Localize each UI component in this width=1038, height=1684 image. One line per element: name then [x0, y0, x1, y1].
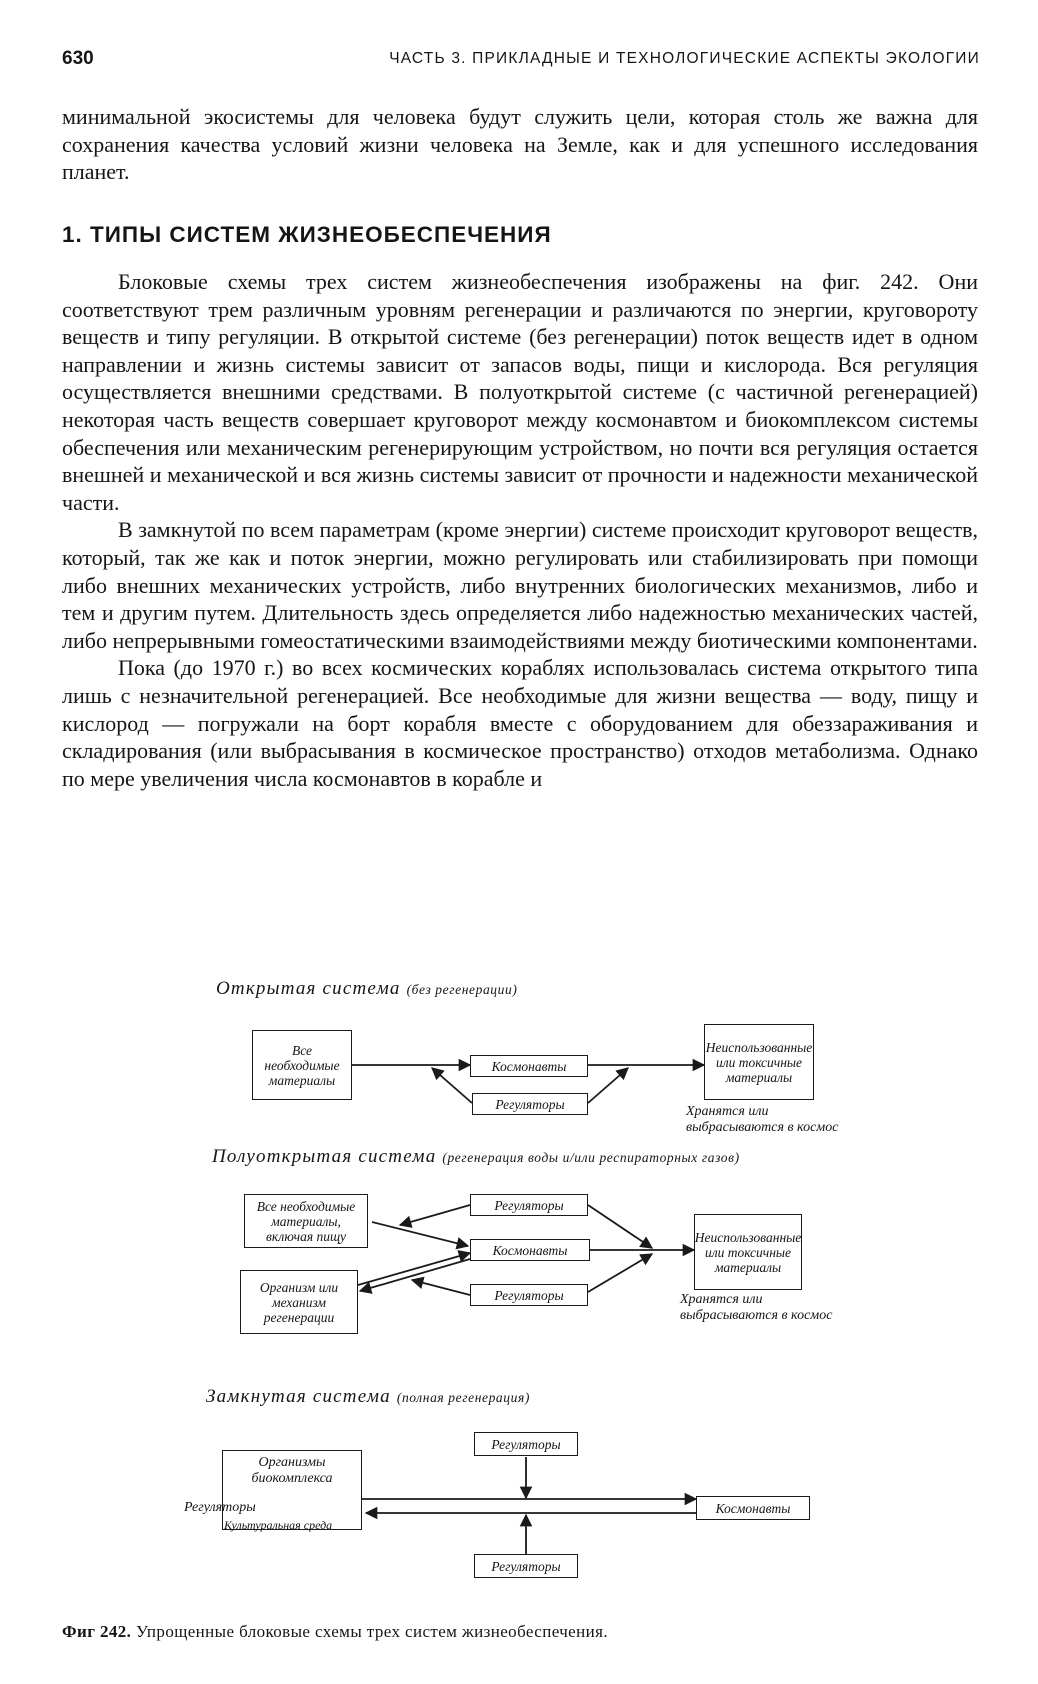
semi-regen-box: Организм или механизм регенерации: [240, 1270, 358, 1334]
semi-materials-box: Все необходимые материалы, включая пищу: [244, 1194, 368, 1248]
closed-system-title-text: Замкнутая система: [206, 1386, 391, 1407]
semi-regulators-top-box: Регуляторы: [470, 1194, 588, 1216]
open-arrow-regulators-left: [432, 1068, 472, 1103]
closed-regulators-top-box: Регуляторы: [474, 1432, 578, 1456]
closed-culture-label: Культуральная среда: [224, 1518, 333, 1532]
open-cosmonauts-box: Космонавты: [470, 1055, 588, 1077]
semi-open-system-subtitle: (регенерация воды и/или респираторных газов): [442, 1150, 740, 1165]
closed-biocomplex-label: Организмы биокомплекса: [251, 1455, 333, 1486]
semi-arrow-regtop-to-waste: [588, 1205, 652, 1248]
figure-caption: [62, 1622, 608, 1642]
semi-open-system-title: [212, 1146, 740, 1168]
semi-open-system-title-text: Полуоткрытая система: [212, 1146, 437, 1167]
paragraph-systems-overview: Блоковые схемы трех систем жизнеобеспечения изображены на фиг. 242. Они соответствуют трем различным уровням регенерации и различаются по энергии, круговороту веществ и типу регуляции. В открытой системе (без регенерации) поток веществ идет в одном направлении и жизнь системы зависит от запасов воды, пищи и кислорода. Вся регуляция осуществляется внешними средствами. В полуоткрытой системе (с частичной регенерацией) некоторая часть веществ совершает круговорот между космонавтом и биокомплексом системы обеспечения или механическим регенерирующим устройством, но почти вся регуляция остается внешней и механической и вся жизнь системы зависит от прочности и надежности механической части.: [62, 269, 978, 515]
semi-arrow-regtop-to-materials: [400, 1205, 470, 1225]
semi-waste-box: Неиспользованные или токсичные материалы: [694, 1214, 802, 1290]
open-materials-box: Все необходимые материалы: [252, 1030, 352, 1100]
open-waste-note: Хранятся или выбрасываются в космос: [686, 1104, 839, 1135]
paragraph-closed-system: В замкнутой по всем параметрам (кроме энергии) системе происходит круговорот веществ, который, так же как и поток энергии, можно регулировать или стабилизировать при помощи либо внешних механических устройств, либо внутренних биологических механизмов, либо и тем и другим путем. Длительность здесь определяется либо надежностью механических частей, либо непрерывными гомеостатическими взаимодействиями между биотическими компонентами.: [62, 517, 978, 653]
semi-arrow-cosmonauts-to-regen: [360, 1259, 470, 1291]
open-system-title-text: Открытая система: [216, 978, 401, 999]
intro-paragraph-text: минимальной экосистемы для человека будут служить цели, которая столь же важна для сохранения качества условий жизни человека на Земле, как и для успешного исследования планет.: [62, 104, 978, 185]
open-arrow-regulators-right: [588, 1068, 628, 1103]
closed-system-title: [206, 1386, 530, 1408]
semi-cosmonauts-box: Космонавты: [470, 1239, 590, 1261]
closed-regulators-inline: Регуляторы: [184, 1500, 256, 1515]
page-number: 630: [62, 48, 94, 69]
running-title: ЧАСТЬ 3. ПРИКЛАДНЫЕ И ТЕХНОЛОГИЧЕСКИЕ АСПЕКТЫ ЭКОЛОГИИ: [389, 50, 980, 67]
figure-caption-label: Фиг 242.: [62, 1622, 132, 1641]
open-waste-box: Неиспользованные или токсичные материалы: [704, 1024, 814, 1100]
open-system-title: [216, 978, 517, 1000]
semi-waste-note: Хранятся или выбрасываются в космос: [680, 1292, 833, 1323]
closed-system-subtitle: (полная регенерация): [396, 1390, 530, 1405]
semi-regulators-bottom-box: Регуляторы: [470, 1284, 588, 1306]
semi-arrow-materials-to-cosmonauts: [372, 1222, 468, 1246]
closed-regulators-bottom-box: Регуляторы: [474, 1554, 578, 1578]
open-system-subtitle: (без регенерации): [406, 982, 518, 997]
section-title: 1. ТИПЫ СИСТЕМ ЖИЗНЕОБЕСПЕЧЕНИЯ: [62, 222, 552, 247]
paragraph-spacecraft: Пока (до 1970 г.) во всех космических кораблях использовалась система открытого типа лишь с незначительной регенерацией. Все необходимые для жизни вещества — воду, пищу и кислород — погружали на борт корабля вместе с оборудованием для обеззараживания и складирования (или выбрасывания в космическое пространство) отходов метаболизма. Однако по мере увеличения числа космонавтов в корабле и: [62, 655, 978, 791]
semi-arrow-regbottom-to-waste: [588, 1254, 652, 1292]
figure-caption-text: Упрощенные блоковые схемы трех систем жизнеобеспечения.: [135, 1622, 608, 1641]
open-regulators-box: Регуляторы: [472, 1093, 588, 1115]
closed-cosmonauts-box: Космонавты: [696, 1496, 810, 1520]
semi-arrow-regbottom-to-regen: [412, 1280, 470, 1295]
